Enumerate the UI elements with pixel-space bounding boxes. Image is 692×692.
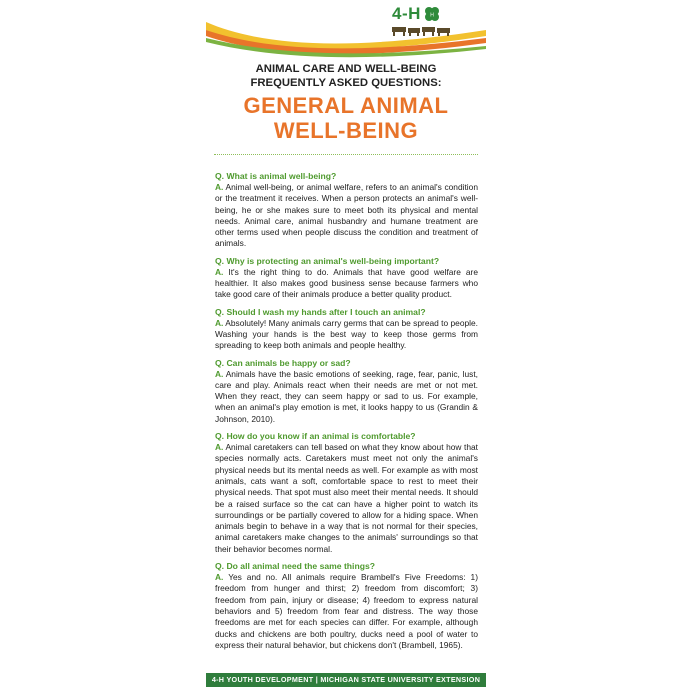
answer-prefix: A. — [215, 317, 224, 328]
title-line-1: GENERAL ANIMAL — [243, 93, 449, 118]
faq-answer-text: It's the right thing to do. Animals that have good welfare are healthier. It also makes good business sense because farmers who take good care of their animals produce a better quality product. — [215, 266, 478, 300]
logo-text: 4-H — [392, 4, 421, 23]
answer-prefix: A. — [215, 572, 224, 583]
faq-answer-text: Animal caretakers can tell based on what they know about how that species normally acts. Caretakers must meet not only the animal's physical needs but its mental needs as well. For example as with most animals, cats want a soft, comfortable space to rest to meet their physical needs. That spot must also meet their mental needs. It should be a raised surface so the cat can have a higher point to watch its surroundings or be partially covered to allow for a hiding space. When animals begin to behave in a way that is not normal for their species, animal caretakers make changes to the animals' surroundings so that their behavior becomes normal. — [215, 442, 478, 554]
faq-answer — [215, 572, 478, 651]
clover-icon — [422, 5, 442, 25]
svg-text:H: H — [430, 12, 434, 19]
subtitle-line-1: ANIMAL CARE AND WELL-BEING — [255, 63, 437, 75]
answer-prefix: A. — [215, 368, 224, 379]
faq-answer-text: Absolutely! Many animals carry germs that can be spread to people. Washing your hands is the best way to keep those germs from spreading to keep both animals and people healthy. — [215, 317, 478, 351]
page-heading — [206, 62, 486, 143]
4h-logo — [392, 4, 464, 38]
faq-question: Q. Can animals be happy or sad? — [215, 357, 351, 368]
animal-silhouettes-icon — [390, 25, 456, 37]
faq-answer — [215, 442, 478, 555]
faq-question: Q. How do you know if an animal is comfortable? — [215, 431, 416, 442]
faq-card — [206, 0, 486, 692]
faq-answer-text: Animal well-being, or animal welfare, refers to an animal's condition or the treatment it receives. When a person protects an animal's well-being, he or she makes sure to meet both its physical and mental needs. Animal care, animal husbandry and humane treatment are other terms used when people discuss the condition and treatment of animals. — [215, 182, 478, 249]
faq-question: Q. Why is protecting an animal's well-being important? — [215, 255, 440, 266]
faq-question: Q. What is animal well-being? — [215, 171, 337, 181]
dotted-divider — [214, 154, 478, 155]
subtitle-line-2: FREQUENTLY ASKED QUESTIONS: — [250, 77, 442, 89]
faq-answer-text: Yes and no. All animals require Brambell's Five Freedoms: 1) freedom from hunger and thirst; 2) freedom from discomfort; 3) freedom from pain, injury or disease; 4) freedom to express natural behaviors and 5) freedom from fear and distress. The way those freedoms are met for each species can differ. For example, although ducks and chickens are both poultry, ducks need a pool of water to express their natural behavior, but chickens don't (Brambell, 1965). — [215, 572, 478, 650]
answer-prefix: A. — [215, 182, 224, 192]
title-line-2: WELL-BEING — [273, 118, 419, 143]
faq-answer — [215, 267, 478, 301]
faq-answer — [215, 182, 478, 250]
faq-answer-text: Animals have the basic emotions of seeking, rage, fear, panic, lust, care and play. Animals react when their needs are met or not met. When they react, they can seem happy or sad to us. For example, when an animal's play emotion is met, it looks happy to us (Grandin & Johnson, 2010). — [215, 368, 478, 424]
answer-prefix: A. — [215, 442, 224, 453]
faq-list — [215, 170, 478, 656]
answer-prefix: A. — [215, 266, 224, 277]
faq-answer — [215, 318, 478, 352]
footer-bar: 4-H YOUTH DEVELOPMENT | MICHIGAN STATE UNIVERSITY EXTENSION — [206, 673, 486, 687]
faq-answer — [215, 369, 478, 425]
faq-question: Q. Should I wash my hands after I touch an animal? — [215, 306, 426, 317]
faq-question: Q. Do all animal need the same things? — [215, 561, 375, 572]
